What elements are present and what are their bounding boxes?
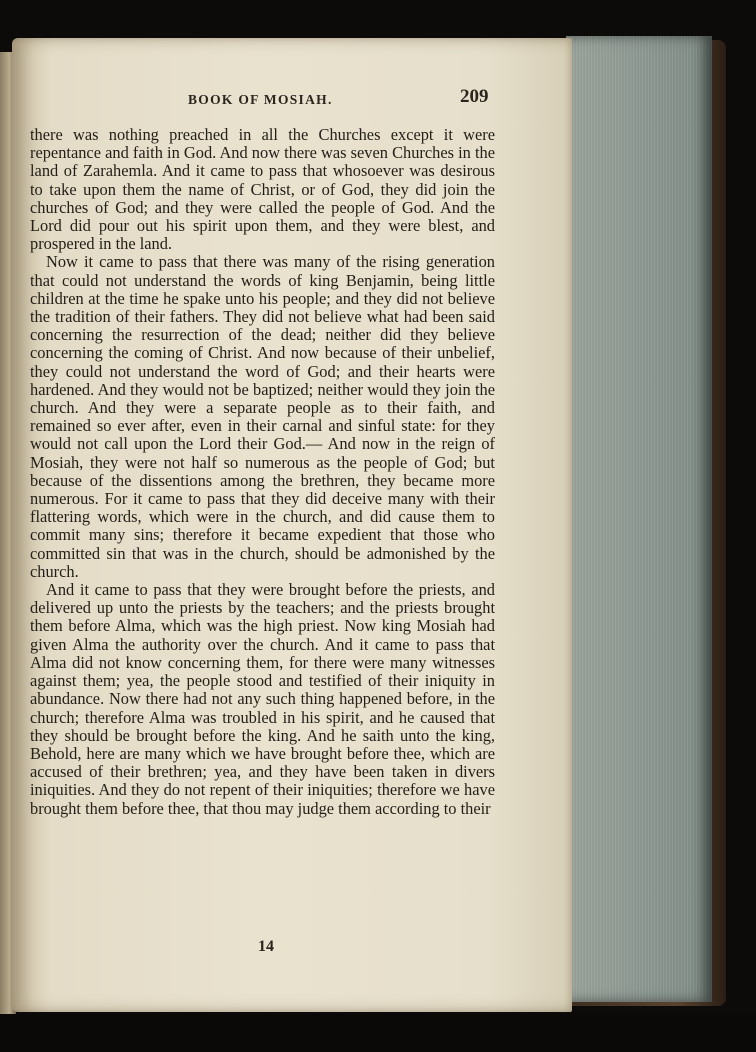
scan-background (0, 1014, 756, 1052)
page-number: 209 (460, 86, 489, 107)
paragraph: there was nothing preached in all the Churches except it were repentance and faith in God. And now there was seven Churches in the land of Zarahemla. And it came to pass that whosoever was desirous to take upon them the name of Christ, or of God, they did join the churches of God; and they were called the people of God. And the Lord did pour out his spirit upon them, and they were blest, and prospered in the land. (30, 125, 495, 254)
page-block-edges (566, 36, 712, 1002)
paragraph: Now it came to pass that there was many of the rising generation that could not understand the words of king Benjamin, being little children at the time he spake unto his people; and they did not believe the tradition of their fathers. They did not believe what had been said concerning the resurrection of the dead; neither did they believe concerning the coming of Christ. And now because of their unbelief, they could not understand the word of God; and their hearts were hardened. And they would not be baptized; neither would they join the church. And they were a separate people as to their faith, and remained so ever after, even in their carnal and sinful state: for they would not call upon the Lord their God.— And now in the reign of Mosiah, they were not half so numerous as the people of God; but because of the dissentions among the brethren, they became more numerous. For it came to pass that they did deceive many with their flattering words, which were in the church, and did cause them to commit many sins; therefore it became expedient that those who committed sin that was in the church, should be admonished by the church. (30, 252, 495, 581)
signature-mark: 14 (258, 938, 274, 955)
running-head: BOOK OF MOSIAH. (188, 92, 333, 107)
page-body (30, 126, 495, 818)
paragraph: And it came to pass that they were brought before the priests, and delivered up unto the priests by the teachers; and the priests brought them before Alma, which was the high priest. Now king Mosiah had given Alma the authority over the church. And it came to pass that Alma did not know concerning them, for there were many witnesses against them; yea, the people stood and testified of their iniquity in abundance. Now there had not any such thing happened before, in the church; therefore Alma was troubled in his spirit, and he caused that they should be brought before the king. And he saith unto the king, Behold, here are many which we have brought before thee, which are accused of their brethren; yea, and they have been taken in divers iniquities. And they do not repent of their iniquities; therefore we have brought them before thee, that thou may judge them according to their (30, 580, 495, 818)
